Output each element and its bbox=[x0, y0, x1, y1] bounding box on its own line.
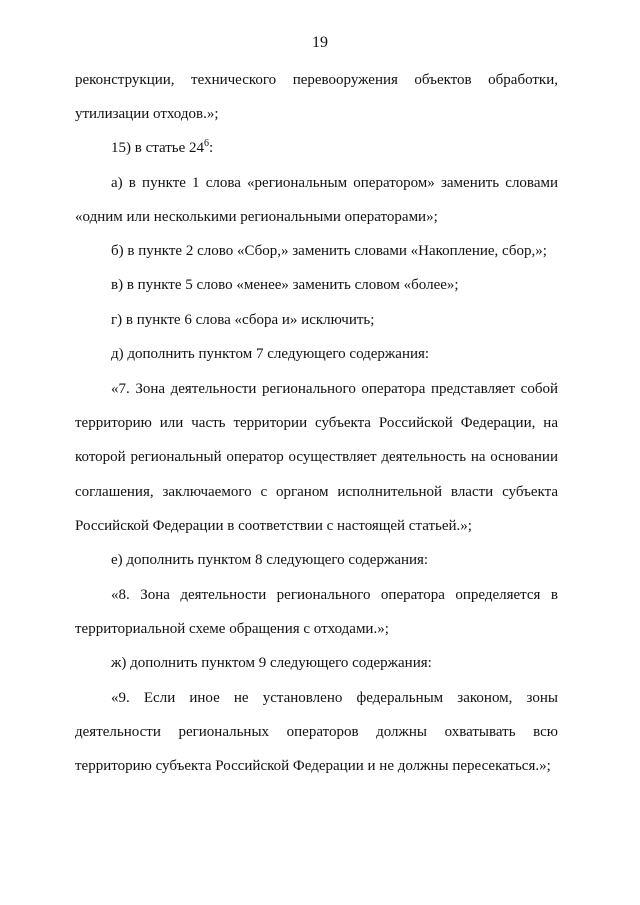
text-line: деятельности региональных операторов должны охватывать всю bbox=[75, 724, 558, 740]
text-line: а) в пункте 1 слова «региональным оператором» заменить словами bbox=[111, 175, 558, 191]
text-line: территорию субъекта Российской Федерации и не должны пересекаться.»; bbox=[75, 758, 551, 774]
text-line: реконструкции, технического перевооружения объектов обработки, bbox=[75, 72, 558, 88]
text-line: территориальной схеме обращения с отходами.»; bbox=[75, 621, 389, 637]
text-line: Российской Федерации в соответствии с настоящей статьей.»; bbox=[75, 518, 472, 534]
text-line: «8. Зона деятельности регионального оператора определяется в bbox=[111, 587, 558, 603]
text-line: территорию или часть территории субъекта Российской Федерации, на bbox=[75, 415, 558, 431]
page-number: 19 bbox=[312, 34, 328, 51]
article-superscript: 6 bbox=[204, 138, 210, 149]
text-line: г) в пункте 6 слова «сбора и» исключить; bbox=[111, 312, 375, 328]
text-line: в) в пункте 5 слово «менее» заменить словом «более»; bbox=[111, 277, 459, 293]
text-line: е) дополнить пунктом 8 следующего содержания: bbox=[111, 552, 429, 568]
text-line: «7. Зона деятельности регионального оператора представляет собой bbox=[111, 381, 558, 397]
article-colon: : bbox=[209, 140, 214, 156]
text-line: ж) дополнить пунктом 9 следующего содержания: bbox=[111, 655, 432, 671]
text-line bbox=[111, 138, 213, 158]
text-line: соглашения, заключаемого с органом исполнительной власти субъекта bbox=[75, 484, 558, 500]
text-line: которой региональный оператор осуществляет деятельность на основании bbox=[75, 449, 558, 465]
article-reference: 15) в статье 24 bbox=[111, 140, 205, 156]
text-line: б) в пункте 2 слово «Сбор,» заменить словами «Накопление, сбор,»; bbox=[111, 243, 547, 259]
text-line: «одним или несколькими региональными операторами»; bbox=[75, 209, 438, 225]
text-line: «9. Если иное не установлено федеральным законом, зоны bbox=[111, 690, 558, 706]
text-line: д) дополнить пунктом 7 следующего содержания: bbox=[111, 346, 430, 362]
text-line: утилизации отходов.»; bbox=[75, 106, 219, 122]
